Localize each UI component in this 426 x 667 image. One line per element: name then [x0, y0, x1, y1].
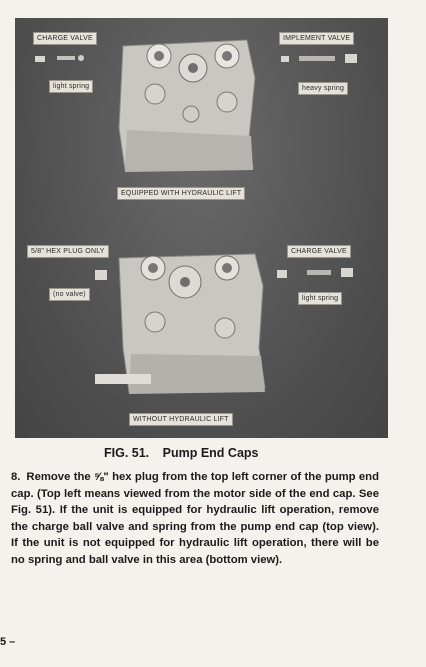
label-charge-valve-top: CHARGE VALVE — [33, 32, 97, 45]
bottom-end-cap — [95, 254, 265, 394]
top-charge-valve-parts — [35, 55, 84, 62]
figure-photo — [15, 18, 388, 438]
label-equipped-hydraulic-lift: EQUIPPED WITH HYDRAULIC LIFT — [117, 187, 245, 200]
label-hex-plug: 5/8" HEX PLUG ONLY — [27, 245, 109, 258]
instruction-paragraph — [11, 469, 379, 568]
bottom-charge-valve-parts — [277, 268, 353, 278]
top-implement-valve-parts — [281, 54, 357, 63]
figure-title: Pump End Caps — [162, 446, 259, 460]
label-implement-valve: IMPLEMENT VALVE — [279, 32, 354, 45]
step-number: 8. — [11, 471, 21, 483]
label-light-spring-top: light spring — [49, 80, 93, 93]
step-text: Remove the ⅝" hex plug from the top left corner of the pump end cap. (Top left means viewed from the motor side of the end cap. See Fig. 51). If the unit is equipped for hydraulic lift operation, remove the charge ball valve and spring from the pump end cap (top view). If the unit is not equipped for hydraulic lift operation, there will be no spring and ball valve in this area (bottom view). — [11, 471, 379, 566]
label-heavy-spring: heavy spring — [298, 82, 348, 95]
figure-number: FIG. 51. — [104, 446, 150, 460]
top-end-cap — [119, 40, 255, 172]
hex-plug — [95, 270, 107, 280]
label-without-hydraulic-lift: WITHOUT HYDRAULIC LIFT — [129, 413, 233, 426]
label-light-spring-bottom: light spring — [298, 292, 342, 305]
label-charge-valve-bottom: CHARGE VALVE — [287, 245, 351, 258]
page-number: 5 – — [0, 636, 16, 648]
label-no-valve: (no valve) — [49, 288, 90, 301]
figure-caption — [104, 446, 258, 460]
